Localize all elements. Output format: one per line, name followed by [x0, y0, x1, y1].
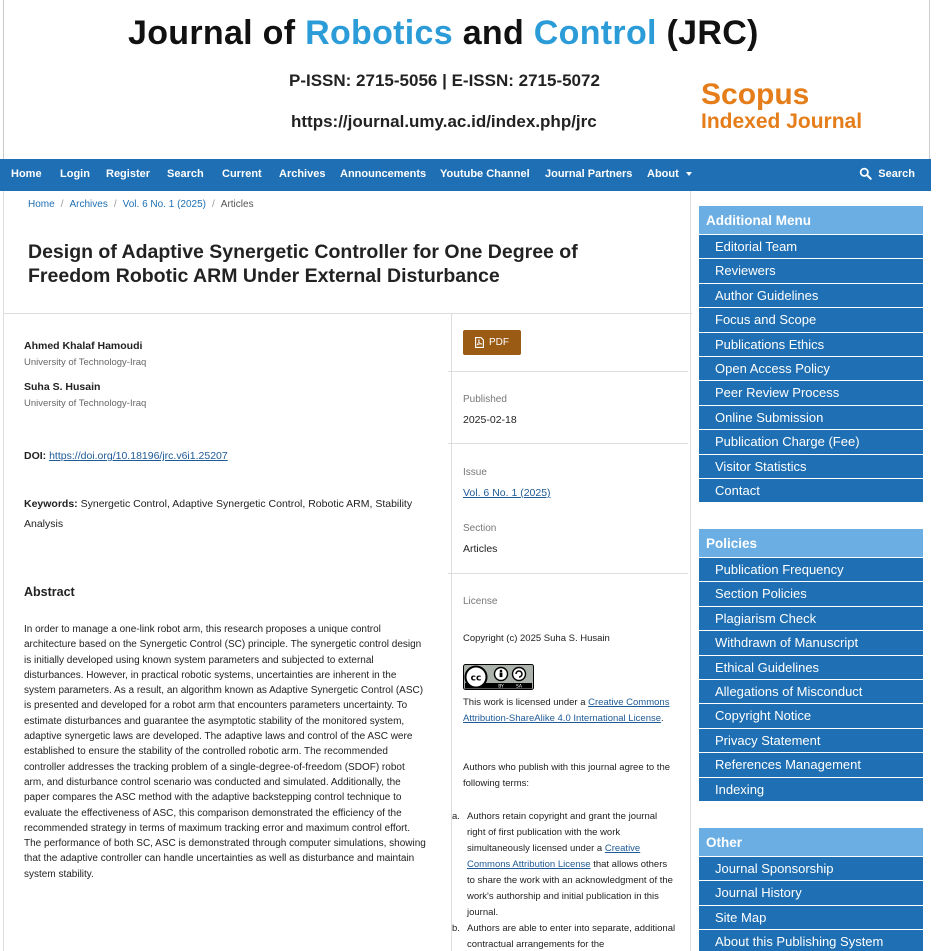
- sidebar-item-contact[interactable]: Contact: [698, 479, 924, 503]
- sidebar-item-peer-review[interactable]: Peer Review Process: [698, 381, 924, 405]
- copyright-text: Copyright (c) 2025 Suha S. Husain: [463, 633, 610, 644]
- sidebar-item-privacy-statement[interactable]: Privacy Statement: [698, 729, 924, 753]
- author-name: Suha S. Husain: [24, 381, 101, 393]
- cc-by-sa-badge-icon[interactable]: [463, 664, 534, 690]
- terms-list: [452, 809, 676, 951]
- doi-label: DOI:: [24, 450, 47, 462]
- scopus-logo: Scopus: [701, 78, 810, 111]
- title-text: and: [452, 14, 534, 52]
- sidebar-item-editorial-team[interactable]: Editorial Team: [698, 235, 924, 259]
- sidebar-item-journal-sponsorship[interactable]: Journal Sponsorship: [698, 857, 924, 881]
- sidebar-item-allegations-misconduct[interactable]: Allegations of Misconduct: [698, 680, 924, 704]
- file-pdf-icon: [475, 337, 484, 348]
- author-affiliation: University of Technology-Iraq: [24, 357, 147, 368]
- issue-value: [463, 487, 551, 499]
- breadcrumb-issue[interactable]: Vol. 6 No. 1 (2025): [122, 199, 206, 210]
- nav-about[interactable]: [647, 168, 692, 180]
- breadcrumb-home[interactable]: Home: [28, 199, 55, 210]
- sidebar-item-open-access[interactable]: Open Access Policy: [698, 357, 924, 381]
- license-prefix: This work is licensed under a: [463, 697, 589, 708]
- svg-text:BY: BY: [498, 684, 504, 690]
- sidebar-item-online-submission[interactable]: Online Submission: [698, 406, 924, 430]
- license-label: License: [463, 596, 498, 607]
- sidebar-item-section-policies[interactable]: Section Policies: [698, 582, 924, 606]
- divider: [448, 371, 688, 372]
- license-suffix: .: [661, 712, 664, 724]
- search-link[interactable]: [859, 167, 915, 180]
- divider: [448, 573, 688, 574]
- cc-attribution-link[interactable]: Creative Commons Attribution License: [467, 843, 641, 870]
- sidebar-item-publication-charge[interactable]: Publication Charge (Fee): [698, 430, 924, 454]
- license-statement: [463, 695, 673, 726]
- sidebar-item-publication-frequency[interactable]: Publication Frequency: [698, 558, 924, 582]
- license-link[interactable]: Creative Commons Attribution-ShareAlike 4.0 International License: [463, 697, 670, 724]
- keywords-value: Synergetic Control, Adaptive Synergetic Control, Robotic ARM, Stability Analysis: [24, 498, 413, 530]
- sidebar-item-reviewers[interactable]: Reviewers: [698, 259, 924, 283]
- divider: [4, 313, 692, 314]
- list-item: [452, 809, 676, 921]
- additional-menu-block: [698, 205, 924, 503]
- sidebar-item-visitor-statistics[interactable]: Visitor Statistics: [698, 455, 924, 479]
- title-robotics: Robotics: [305, 14, 453, 52]
- issue-label: Issue: [463, 467, 487, 478]
- section-value: Articles: [463, 543, 498, 555]
- list-marker: a.: [452, 811, 460, 822]
- sidebar-item-author-guidelines[interactable]: Author Guidelines: [698, 284, 924, 308]
- breadcrumb-current: Articles: [220, 199, 254, 210]
- divider: [448, 443, 688, 444]
- additional-menu-header: Additional Menu: [698, 205, 924, 235]
- keywords: [24, 494, 424, 534]
- sidebar-item-copyright-notice[interactable]: Copyright Notice: [698, 704, 924, 728]
- nav-youtube-channel[interactable]: Youtube Channel: [440, 168, 530, 180]
- nav-login[interactable]: Login: [60, 168, 90, 180]
- main-navigation: [0, 159, 931, 191]
- search-icon: [859, 167, 872, 180]
- list-item: [452, 921, 676, 951]
- abstract-text: In order to manage a one-link robot arm, this research proposes a unique control architecture based on the Synergetic Control (SC) principle. The synergetic control design is initially developed using known system parameters and subjected to external disturbances. However, in practical robotic systems, uncertainties are inherent in the system parameters. As a result, an algorithm known as Adaptive Synergetic Control (ASC) is presented and developed for a robot arm that encounters parameters uncertainty. To estimate disturbances and guarantee the asymptotic stability of the monitored system, adaptive synergetic laws are developed. The adaptive laws and control of the ASC were established to ensure the stability of the controlled robotic arm. The recommended controller addresses the tracking problem of a single-degree-of-freedom (SDOF) robot arm, and disturbance control scenario was conducted and simulated. Additionally, the paper compares the ASC method with the adaptive backstepping control technique to evaluate the effectiveness of ASC, this comparison demonstrated the efficiency of the recommended strategy in terms of maximum tracking error and maximum control effort. The performance of both SC, ASC is demonstrated through computer simulations, showing that the adaptive controller can handle uncertainties as well as disturbance and maintain system stability.: [24, 624, 426, 880]
- title-text: Journal of: [128, 14, 306, 52]
- author-affiliation: University of Technology-Iraq: [24, 398, 147, 409]
- author-name: Ahmed Khalaf Hamoudi: [24, 340, 143, 352]
- svg-text:SA: SA: [515, 684, 523, 690]
- pdf-download-button[interactable]: [463, 330, 521, 355]
- other-block: [698, 827, 924, 951]
- pdf-label: PDF: [489, 337, 509, 348]
- journal-url: https://journal.umy.ac.id/index.php/jrc: [291, 112, 597, 131]
- sidebar-item-ethical-guidelines[interactable]: Ethical Guidelines: [698, 656, 924, 680]
- svg-text:cc: cc: [470, 673, 482, 684]
- article-title: Design of Adaptive Synergetic Controller for One Degree of Freedom Robotic ARM Under External Disturbance: [28, 241, 578, 287]
- policies-block: [698, 528, 924, 802]
- policies-header: Policies: [698, 528, 924, 558]
- nav-archives[interactable]: Archives: [279, 168, 326, 180]
- sidebar-item-site-map[interactable]: Site Map: [698, 906, 924, 930]
- sidebar-item-focus-scope[interactable]: Focus and Scope: [698, 308, 924, 332]
- keywords-label: Keywords:: [24, 498, 78, 510]
- sidebar-item-publications-ethics[interactable]: Publications Ethics: [698, 333, 924, 357]
- term-text: Authors retain copyright and grant the journal right of first publication with the work simultaneously licensed under a: [467, 811, 658, 854]
- title-text: (JRC): [656, 14, 759, 52]
- abstract-heading: Abstract: [24, 585, 75, 599]
- indexed-journal-label: Indexed Journal: [701, 110, 863, 133]
- search-label: Search: [878, 167, 915, 180]
- other-header: Other: [698, 827, 924, 857]
- sidebar-item-references-management[interactable]: References Management: [698, 753, 924, 777]
- published-label: Published: [463, 394, 507, 405]
- breadcrumb: Home / Archives / Vol. 6 No. 1 (2025) / Articles: [28, 199, 254, 210]
- nav-current[interactable]: Current: [222, 168, 262, 180]
- caret-down-icon: [686, 172, 692, 176]
- sidebar-item-plagiarism-check[interactable]: Plagiarism Check: [698, 607, 924, 631]
- list-marker: b.: [452, 923, 460, 934]
- nav-about-label: About: [647, 168, 679, 180]
- nav-search[interactable]: Search: [167, 168, 204, 180]
- doi: [24, 450, 228, 462]
- section-label: Section: [463, 523, 497, 534]
- issue-link[interactable]: Vol. 6 No. 1 (2025): [463, 487, 551, 499]
- breadcrumb-archives[interactable]: Archives: [69, 199, 108, 210]
- published-date: 2025-02-18: [463, 414, 517, 426]
- doi-link[interactable]: https://doi.org/10.18196/jrc.v6i1.25207: [49, 450, 228, 462]
- nav-home[interactable]: Home: [11, 168, 42, 180]
- term-text: that allows others to share the work with an acknowledgment of the work's authorship and initial publication in this journal.: [467, 859, 673, 918]
- nav-journal-partners[interactable]: Journal Partners: [545, 168, 633, 180]
- journal-title[interactable]: [128, 14, 759, 53]
- term-text: Authors are able to enter into separate, additional contractual arrangements for the: [467, 923, 676, 950]
- authors-agree-text: Authors who publish with this journal agree to the following terms:: [463, 762, 671, 789]
- issn-line: P-ISSN: 2715-5056 | E-ISSN: 2715-5072: [289, 71, 600, 90]
- sidebar-item-indexing[interactable]: Indexing: [698, 778, 924, 802]
- sidebar-item-journal-history[interactable]: Journal History: [698, 881, 924, 905]
- nav-announcements[interactable]: Announcements: [340, 168, 427, 180]
- sidebar-item-withdrawn-manuscript[interactable]: Withdrawn of Manuscript: [698, 631, 924, 655]
- title-control: Control: [533, 14, 657, 52]
- nav-register[interactable]: Register: [106, 168, 151, 180]
- site-header: [3, 0, 930, 159]
- sidebar-item-about-publishing-system[interactable]: About this Publishing System: [698, 930, 924, 951]
